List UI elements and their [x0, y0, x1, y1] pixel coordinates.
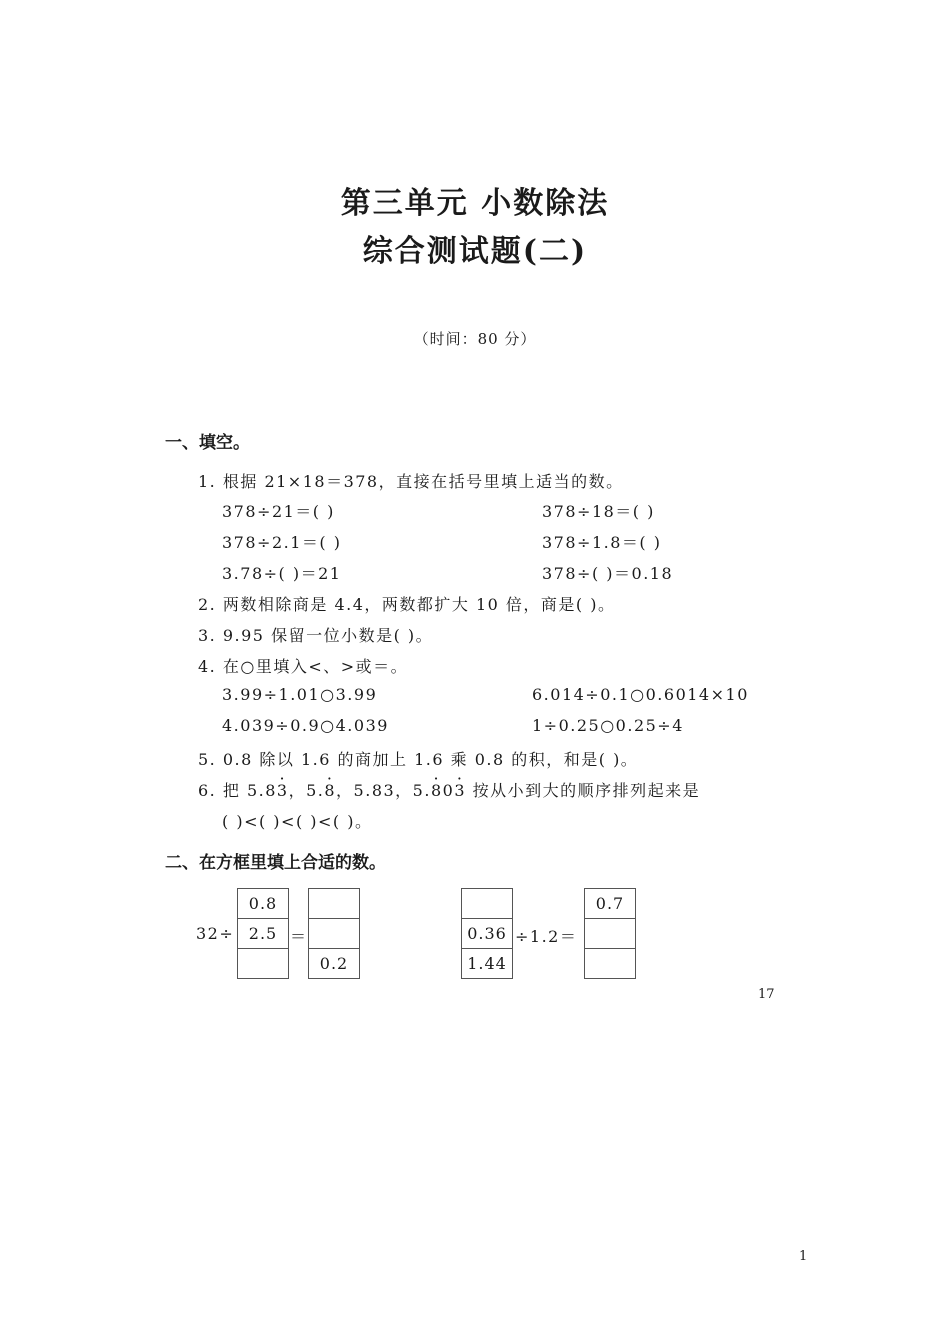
right-dividend-cell[interactable] — [462, 889, 512, 919]
q4-a: 3.99÷1.01○3.99 — [222, 685, 378, 704]
q6-repeating-digit: · 8 — [324, 781, 336, 800]
q1-a: 378÷21＝( ) — [222, 502, 335, 521]
q3: 3. 9.95 保留一位小数是( )。 — [198, 626, 434, 645]
left-result-cell[interactable]: 0.2 — [309, 949, 359, 979]
q1-c: 378÷2.1＝( ) — [222, 533, 342, 552]
q6-text: ，5.83，5. — [336, 781, 431, 800]
q6-text: ，5. — [288, 781, 325, 800]
left-divisor-grid — [237, 888, 289, 979]
left-divisor-cell[interactable]: 2.5 — [238, 919, 288, 949]
q6-repeating-digit: · 3 — [277, 781, 289, 800]
page-subtitle: 综合测试题(二) — [362, 234, 588, 269]
q4-c: 4.039÷0.9○4.039 — [222, 716, 389, 735]
left-result-cell[interactable] — [309, 919, 359, 949]
section1-heading: 一、填空。 — [165, 433, 250, 453]
right-operator: ÷1.2＝ — [515, 927, 578, 946]
right-dividend-cell[interactable]: 0.36 — [462, 919, 512, 949]
q6-prefix: 6. 把 5.8 — [198, 781, 277, 800]
right-dividend-grid — [461, 888, 513, 979]
q6-stem — [198, 778, 700, 801]
left-divisor-cell[interactable]: 0.8 — [238, 889, 288, 919]
page-number-outer: 1 — [799, 1249, 808, 1264]
q1-f: 378÷( )＝0.18 — [542, 564, 674, 583]
page-number-inner: 17 — [758, 987, 775, 1002]
left-equals: ＝ — [290, 927, 308, 946]
right-dividend-cell[interactable]: 1.44 — [462, 949, 512, 979]
left-result-cell[interactable] — [309, 889, 359, 919]
q6-text: 0 — [442, 781, 455, 800]
q6-blanks: ( )<( )<( )<( )。 — [222, 812, 373, 831]
q1-b: 378÷18＝( ) — [542, 502, 655, 521]
left-result-grid — [308, 888, 360, 979]
q6-repeating-digit: · 3 — [454, 781, 466, 800]
page-title: 第三单元 小数除法 — [340, 186, 610, 221]
right-result-cell[interactable]: 0.7 — [585, 889, 635, 919]
q1-stem: 1. 根据 21×18＝378，直接在括号里填上适当的数。 — [198, 472, 624, 491]
q1-e: 3.78÷( )＝21 — [222, 564, 342, 583]
left-divisor-cell[interactable] — [238, 949, 288, 979]
q6-repeating-digit: · 8 — [431, 781, 443, 800]
left-dividend: 32÷ — [196, 924, 235, 943]
q1-d: 378÷1.8＝( ) — [542, 533, 662, 552]
q5: 5. 0.8 除以 1.6 的商加上 1.6 乘 0.8 的积，和是( )。 — [198, 750, 639, 769]
right-result-cell[interactable] — [585, 949, 635, 979]
q2: 2. 两数相除商是 4.4，两数都扩大 10 倍，商是( )。 — [198, 595, 616, 614]
right-result-grid — [584, 888, 636, 979]
section2-heading: 二、在方框里填上合适的数。 — [165, 853, 386, 873]
time-note: （时间：80 分） — [413, 330, 537, 348]
q4-d: 1÷0.25○0.25÷4 — [532, 716, 684, 735]
q4-b: 6.014÷0.1○0.6014×10 — [532, 685, 749, 704]
right-result-cell[interactable] — [585, 919, 635, 949]
q4-stem: 4. 在○里填入<、>或＝。 — [198, 657, 409, 676]
q6-text: 按从小到大的顺序排列起来是 — [466, 781, 701, 800]
